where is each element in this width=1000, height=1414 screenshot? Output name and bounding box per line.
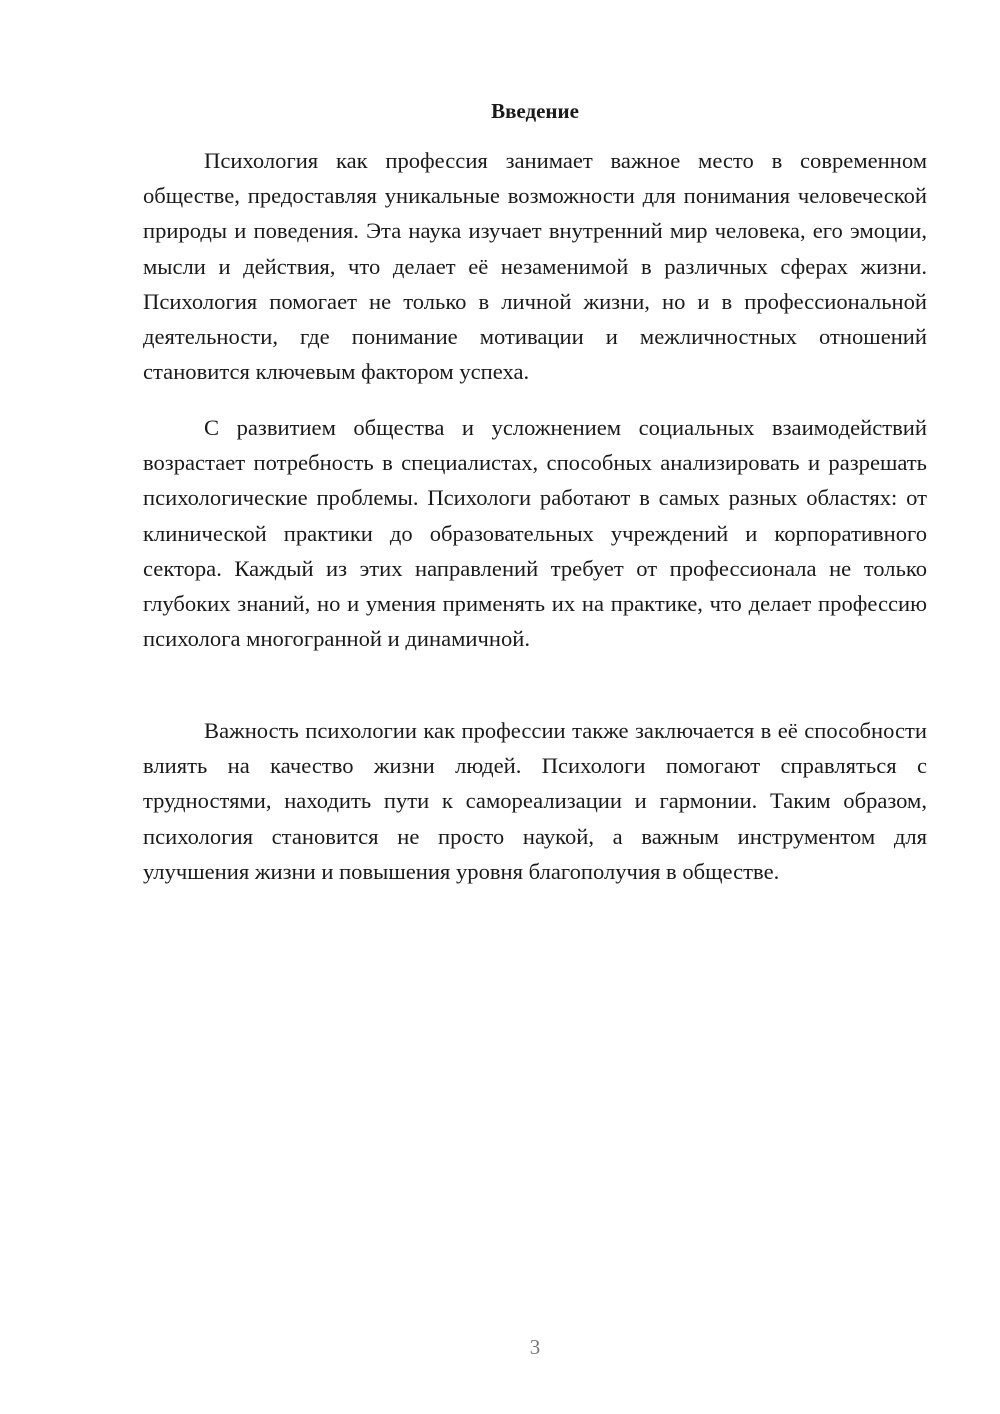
paragraph-3: Важность психологии как профессии также заключается в её способности влиять на качество жизни людей. Психологи помогают справляться с трудностями, находить пути к самореализации и гармонии. Таким образом, психология становится не просто наукой, а важным инструментом для улучшения жизни и повышения уровня благополучия в обществе.: [143, 718, 927, 884]
page-number: 3: [529, 1335, 541, 1359]
paragraph-1: Психология как профессия занимает важное место в современном обществе, предоставляя уникальные возможности для понимания человеческой природы и поведения. Эта наука изучает внутренний мир человека, его эмоции, мысли и действия, что делает её незаменимой в различных сферах жизни. Психология помогает не только в личной жизни, но и в профессиональной деятельности, где понимание мотивации и межличностных отношений становится ключевым фактором успеха.: [143, 148, 927, 385]
paragraph-2: С развитием общества и усложнением социальных взаимодействий возрастает потребность в специалистах, способных анализировать и разрешать психологические проблемы. Психологи работают в самых разных областях: от клинической практики до образовательных учреждений и корпоративного сектора. Каждый из этих направлений требует от профессионала не только глубоких знаний, но и умения применять их на практике, что делает профессию психолога многогранной и динамичной.: [143, 415, 927, 652]
section-heading: Введение: [491, 99, 579, 123]
